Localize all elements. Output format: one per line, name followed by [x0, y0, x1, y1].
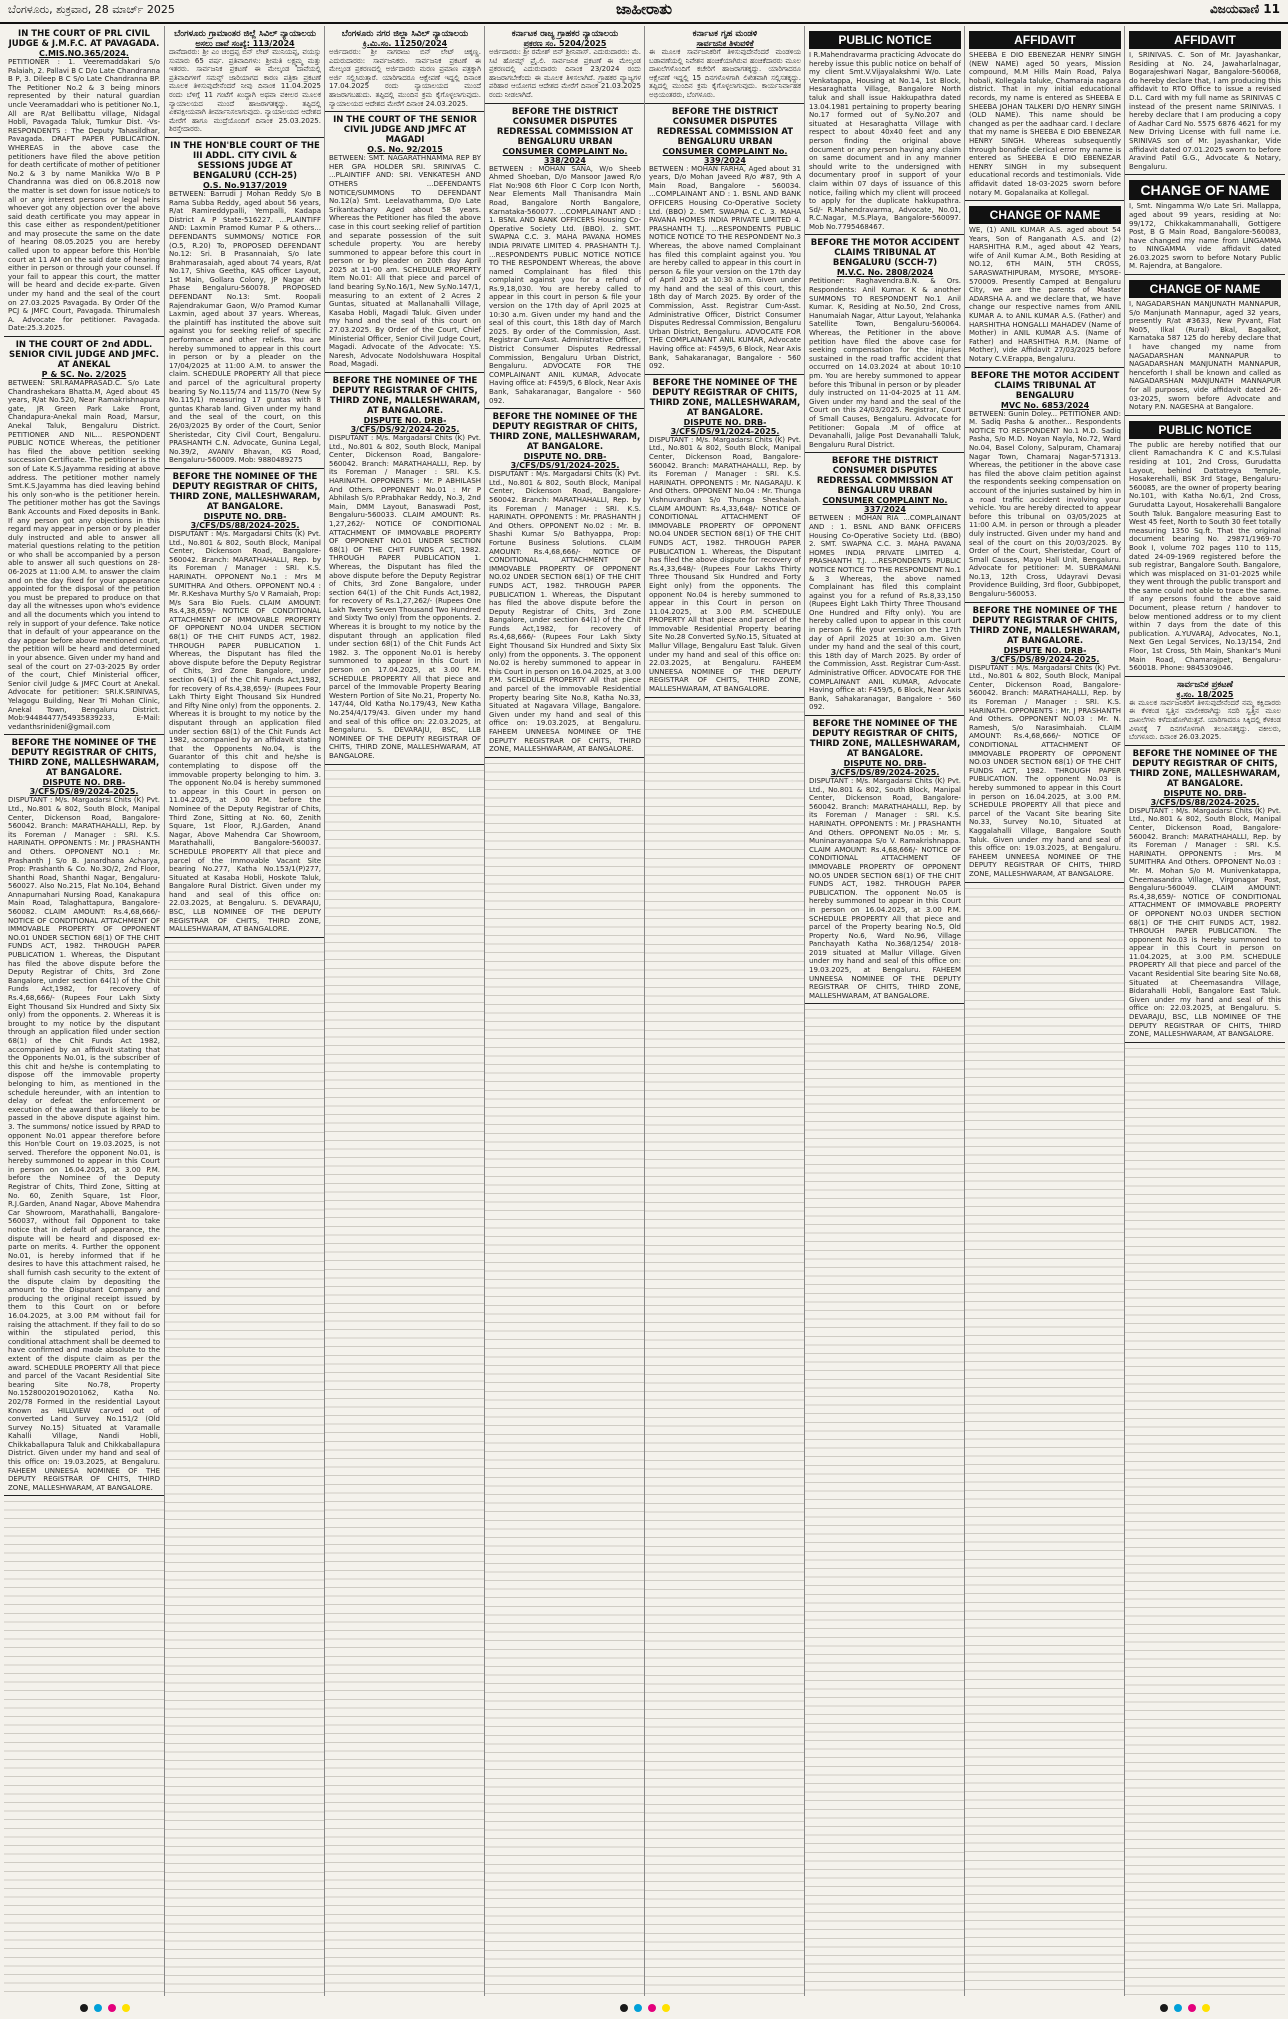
notice-case-number: DISPUTE NO. DRB-3/CFS/DS/92/2024-2025. [350, 416, 460, 434]
notice-case-number: CONSUMER COMPLAINT No. 338/2024 [502, 146, 628, 165]
registration-mark-icon [662, 2004, 670, 2012]
notice-case-number: ಕ್ರಿ.ಮಿ.ಸಂ. 11250/2024 [362, 39, 448, 48]
notice-body: PETITIONER : 1. Veeremaddakari S/o Palaiah, 2. Pallavi B C D/o Late Chandranna B P, 3. Dileep B C S/o Late Chandranna BP. The Petitioner No.2 & 3 being minors represented by their natural guardian uncle Veeramaddari who is petitioner No.1, All are R/at Bellibattu village, Nidagal Hobli, Pavagada Taluk, Tumkur Dist. -Vs- RESPONDENTS : The Deputy Tahasildhar, Pavagada. DRAFT PAPER PUBLICATION. WHEREAS in the above case the petitioners have filed the above petition for death certificate of mother of petitioner No.2 & 3 by name Manikka W/o B P Chandranna was died on 06.8.2018 now the matter is set down for issue notice/s to all or any interest persons or legal heirs whoever got any objection over the above said death certificate you may appear in this case either as respondent/petitioner and may prosecute the same on the date of hearing 08.05.2025 you are hereby called upon to appear before this Hon'ble court at 11 AM on the said date of hearing either in person or through your counsel. If your fail to appear this court, the matter will be heard and decide ex-parte. Given under my hand and the seal of the court on 27.03.2025 Pavagada. By Order Of the PCJ & JMFC Court, Pavagada. Thirumalesh A. Advocate for petitioner. Pavagada. Date:25.3.2025. [8, 58, 160, 333]
notice-case-number: DISPUTE NO. DRB-3/CFS/DS/89/2024-2025. [830, 759, 940, 777]
notice-case-number: ಅಸಲು ದಾವೆ ಸಂಖ್ಯೆ: 113/2024 [195, 39, 295, 48]
notice-title: BEFORE THE NOMINEE OF THE DEPUTY REGISTRAR OF CHITS, THIRD ZONE, MALLESHWARAM, AT BANGALORE. [489, 412, 641, 453]
column-continuation-text [645, 698, 805, 1996]
notice-body: BETWEEN : MOHAN FARHA, Aged about 31 years, D/o Mohan Javeed R/o #87, 9th A Main Road, Bangalore - 560034. ...COMPLAINANT AND : 1. BSNL AND BANK OFFICERS Housing Co-Operative Society Ltd. (BBO) 2. SMT. SWAPNA C.C. 3. MAHA PAVANA HOMES INDIA PRIVATE LIMITED 4. PRASHANTH T.J. ...RESPONDENTS PUBLIC NOTICE NOTICE TO THE RESPONDENT No.3 Whereas, the above named Complainant has filed this complaint against you. You are hereby called to appear in this court in person & file your version on the 17th day of April 2025 at 10:30 a.m. Given under my hand and the seal of this court, this 18th day of March 2025. By order of the Commission, Asst. Registrar Cum-Asst. Administrative Officer, District Consumer Disputes Redressal Commission, Bengaluru Urban District, Bengaluru. ADVOCATE FOR THE COMPLAINANT ANIL KUMAR, Advocate Having office at: F459/5, 6 Block, Near Axis Bank, Sahakaranagar, Bangalore - 560 092. [649, 164, 802, 371]
legal-notice [645, 104, 805, 375]
notice-title: BEFORE THE DISTRICT CONSUMER DISPUTES REDRESSAL COMMISSION AT BENGALURU URBAN [816, 456, 954, 497]
notice-banner: CHANGE OF NAME [969, 206, 1121, 224]
column-continuation-text [325, 765, 485, 1996]
column-5 [644, 26, 805, 1996]
notice-body: DISPUTANT : M/s. Margadarsi Chits (K) Pvt. Ltd., No.801 & 802, South Block, Manipal Center, Dickenson Road, Bangalore-560042. Branch: MARATHAHALLI, Rep. by its Foreman / Manager : SRI. K.S. HARINATH. OPPONENTS : Mr. J PRASHANTH And Others. OPPONENT NO.03 : Mr. N. Ramesh, S/o Narasimhaiah. CLAIM AMOUNT: Rs.4,68,666/- NOTICE OF CONDITIONAL ATTACHMENT OF IMMOVABLE PROPERTY OF OPPONENT NO.03 UNDER SECTION 68(1) OF THE CHIT FUNDS ACT, 1982. THROUGH PAPER PUBLICATION. The opponent No.03 is hereby summoned to appear in this Court in person on 16.04.2025, at 3.00 P.M. SCHEDULE PROPERTY All that piece and parcel of the Vacant Site bearing Site No.33, Survey No.10, Situated at Kaggalahalli Village, Bangalore South Taluk. Given under my hand and seal of this office on: 19.03.2025, at Bengaluru. FAHEEM UNNEESA NOMINEE OF THE DEPUTY REGISTRAR OF CHITS, THIRD ZONE, MALLESHWARAM, AT BANGALORE. [969, 663, 1121, 878]
legal-notice [325, 26, 485, 112]
notice-body: The public are hereby notified that our client Ramachandra K C and K.S.Tulasi residing at 101, 2nd Cross, Gurudatta Layout, behind Dattatreya Temple, Hosakerehalli, BSK 3rd Stage, Bengaluru-560085, are the owner of property bearing No.101, with Katha No.6/1, 2nd Cross, Gurudatta Layout, Hosakerehalli Bangalore South Taluk. Bangalore measuring East to West 45 feet, North to South 30 feet totally measuring 1350 Sq.ft. That the original document bearing No. 29871/1969-70 Book I, volume 702 pages 110 to 115, dated 24-09-1969 registered before the sub registrar, Bangalore South. Bangalore, which was misplaced on 31-01-2025 while they went through the public transport and the same could not able to trace the same. If any persons found the above said Document, please return / handover to below mentioned address or to my client within 7 days from the date of this publication. A.YUVARAJ, Advocates, No.1, Next Gen Legal Services, No.13/154, 2nd Floor, 1st Cross, 5th Main, Shankar's Muni Main Road, Chamarajpet, Bengaluru-560018. Phone: 9845309046. [1129, 440, 1281, 673]
column-continuation-text [4, 1496, 164, 1996]
notice-title: BEFORE THE NOMINEE OF THE DEPUTY REGISTRAR OF CHITS, THIRD ZONE, MALLESHWARAM, AT BANGALORE. [969, 605, 1121, 646]
notice-body: I, SRINIVAS. C. Son of Mr. Jayashankar, Residing at No. 24, Jawaharlalnagar, Bogarajeshwari Nagar, Bangalore-560068, do hereby declare that, I am producing this affidavit to RTO Office to issue a revised D.L. Card with my full name as SRINIVAS C instead of the present name SRINIVAS. I hereby declare that I am producing a copy of Aadhar Card No. 5575 6876 4621 for my New Driving License with full name i.e. SRINIVAS son of Mr. Jayashankar, Vide affidavit dated 07.01.2025 sworn to before Aravind Patil G.G., Advocate & Notary, Bengaluru. [1129, 51, 1281, 171]
legal-notice [325, 112, 485, 373]
column-continuation-text [165, 938, 325, 1996]
notice-case-number: DISPUTE NO. DRB-3/CFS/DS/88/2024-2025. [190, 511, 300, 530]
masthead-date: ಬೆಂಗಳೂರು, ಶುಕ್ರವಾರ, 28 ಮಾರ್ಚ್ 2025 [8, 3, 175, 16]
legal-notice [4, 26, 164, 337]
notice-body: DISPUTANT : M/s. Margadarsi Chits (K) Pvt. Ltd., No.801 & 802, South Block, Manipal Center, Dickenson Road, Bangalore-560042. Branch: MARATHAHALLI, Rep. by its Foreman / Manager : SRI. K.S. HARINATH. OPPONENT No.1 : Mrs M SUMITHRA And Others. OPPONENT NO.4 : Mr. R.Keshava Murthy S/o V Ramaiah, Prop: M/s Sara Bio Fuels. CLAIM AMOUNT: Rs.4,38,659/- NOTICE OF CONDITIONAL ATTACHMENT OF IMMOVABLE PROPERTY OF OPPONENT NO.04 UNDER SECTION 68(1) OF THE CHIT FUNDS ACT, 1982. THROUGH PAPER PUBLICATION 1. Whereas, the Disputant has filed the above dispute before the Deputy Registrar of Chits, 3rd Zone Bangalore, under section 64(1) of the Chit Funds Act,1982, for recovery of Rs.4,38,659/- (Rupees Four Lakh Thirty Eight Thousand Six Hundred and Fifty Nine only) from the opponents. 2. Whereas it is brought to my notice by the disputant through an application filed under section 68(1) of the Chit Funds Act 1982, accompanied by an affidavit stating that the Opponents No.04, is the Guarantor of this chit and he/she is contemplating to dispose off the immovable property belonging to him. 3. The opponent No.04 is hereby summoned to appear in this Court in person on 11.04.2025, at 3.00 P.M. before the Nominee of the Deputy Registrar of Chits, Third Zone, Sitting at No. 60, Zenith Square, 1st Floor, R.J.Garden, Anand Nagar, Above Mahendra Car Showroom, Marathahalli, Bangalore-560037. SCHEDULE PROPERTY All that piece and parcel of the Immovable Vacant Site bearing No.277, Katha No.153/1(P)277, Situated at Kasaba Hobli, Hoskote Taluk, Bangalore Rural District. Given under my hand and seal of this office on: 22.03.2025, at Bengaluru. S. DEVARAJU, BSC, LLB NOMINEE OF THE DEPUTY REGISTRAR OF CHITS, THIRD ZONE, MALLESHWARAM, AT BANGALORE. [169, 529, 321, 934]
notice-case-number: DISPUTE NO. DRB-3/CFS/DS/88/2024-2025. [1150, 788, 1260, 807]
notice-body: DISPUTANT : M/s. Margadarsi Chits (K) Pvt. Ltd., No.801 & 802, South Block, Manipal Center, Dickenson Road, Bangalore-560042. Branch: MARATHAHALLI, Rep. by its Foreman / Manager : SRI. K.S. HARINATH. OPPONENTS : Mr. P ABHILASH And Others. OPPONENT No.01 : Mr P Abhilash S/o P.Prabhakar Reddy, No.3, 2nd Main, DMM Layout, Banaswadi Post, Bengaluru-560033. CLAIM AMOUNT: Rs. 1,27,262/- NOTICE OF CONDITIONAL ATTACHMENT OF IMMOVABLE PROPERTY OF OPPONENT NO.01 UNDER SECTION 68(1) OF THE CHIT FUNDS ACT, 1982. THROUGH PAPER PUBLICATION 1. Whereas, the Disputant has filed the above dispute before the Deputy Registrar of Chits, 3rd Zone Bangalore, under section 64(1) of the Chit Funds Act,1982, for recovery of Rs.1,27,262/- (Rupees One Lakh Twenty Seven Thousand Two Hundred and Sixty Two only) from the opponents. 2. Whereas it is brought to my notice by the disputant through an application filed under section 68(1) of the Chit Funds Act 1982. 3. The opponent No.01 is hereby summoned to appear in this Court in person on 17.04.2025, at 3.00 P.M. SCHEDULE PROPERTY All that piece and parcel of the Immovable Property Bearing Western Portion of Site No.21, Property No. 147/44, Old Katha No.179/43, New Katha No.254/4/179/43. Given under my hand and seal of this office on: 22.03.2025, at Bengaluru. S. DEVARAJU, BSC, LLB NOMINEE OF THE DEPUTY REGISTRAR OF CHITS, THIRD ZONE, MALLESHWARAM, AT BANGALORE. [329, 434, 481, 760]
notice-title: BEFORE THE NOMINEE OF THE DEPUTY REGISTRAR OF CHITS, THIRD ZONE, MALLESHWARAM, AT BANGALORE. [1129, 748, 1281, 789]
masthead-section-title: ಜಾಹೀರಾತು [616, 0, 672, 18]
legal-notice [805, 716, 965, 1004]
notice-case-number: ಪ್ರಕರಣ ಸಂ. 5204/2025 [523, 39, 607, 48]
masthead [0, 0, 1288, 24]
legal-notice [965, 368, 1125, 603]
registration-mark-icon [122, 2004, 130, 2012]
legal-notice [1125, 26, 1285, 175]
column-7 [964, 26, 1125, 1996]
legal-notice [325, 373, 485, 765]
legal-notice [805, 453, 965, 716]
legal-notice [165, 469, 325, 938]
notice-body: ಈ ಮೂಲಕ ಸಾರ್ವಜನಿಕರಿಗೆ ತಿಳಿಸುವುದೇನೆಂದರೆ ಮಂಡಳಿಯ ಬಡಾವಣೆಯಲ್ಲಿ ನಿವೇಶನ ಹಂಚಿಕೆಯಾಗಿರುವ ಹಂಚಿಕೆದಾರರು ಮೂಲ ದಾಖಲೆಗಳೊಂದಿಗೆ ಕಚೇರಿಗೆ ಹಾಜರಾಗತಕ್ಕದ್ದು. ಯಾರಿಗಾದರೂ ಆಕ್ಷೇಪಣೆ ಇದ್ದಲ್ಲಿ 15 ದಿನಗಳೊಳಗಾಗಿ ಲಿಖಿತವಾಗಿ ಸಲ್ಲಿಸತಕ್ಕದ್ದು. ತಪ್ಪಿದಲ್ಲಿ ಮುಂದಿನ ಕ್ರಮ ಕೈಗೊಳ್ಳಲಾಗುವುದು. ಕಾರ್ಯನಿರ್ವಾಹಕ ಅಭಿಯಂತರರು, ಬೆಂಗಳೂರು. [649, 48, 801, 99]
print-registration-marks [0, 1998, 1288, 2019]
registration-mark-icon [648, 2004, 656, 2012]
notice-case-number: CONSUMER COMPLAINT No. 337/2024 [822, 496, 948, 515]
notice-banner: CHANGE OF NAME [1129, 280, 1281, 298]
notice-case-number: O.S. No. 92/2015 [367, 145, 443, 155]
notice-title: ಕರ್ನಾಟಕ ಗೃಹ ಮಂಡಳಿ [692, 29, 758, 39]
notice-body: ಅರ್ಜಿದಾರರು: ಶ್ರೀ ರಮೇಶ್ ಬಿನ್ ಶ್ರೀನಿವಾಸ್. ಎದುರುದಾರರು: ಮೆ. ಸಿಟಿ ಹೋಮ್ಸ್ ಪ್ರೈ.ಲಿ. ಸಾರ್ವಜನಿಕ ಪ್ರಕಟಣೆ ಈ ಮೇಲ್ಕಂಡ ಪ್ರಕರಣದಲ್ಲಿ ಎದುರುದಾರರು ದಿನಾಂಕ 23/2024 ರಂದು ಹಾಜರಾಗಬೇಕೆಂದು ಈ ಮೂಲಕ ತಿಳಿಸಲಾಗಿದೆ. ಗ್ರಾಹಕರ ವ್ಯಾಜ್ಯಗಳ ಪರಿಹಾರ ಆಯೋಗದ ಆದೇಶದ ಮೇರೆಗೆ ದಿನಾಂಕ 21.03.2025 ರಂದು ನೀಡಲಾಗಿದೆ. [489, 48, 641, 99]
column-continuation-text [965, 883, 1125, 1997]
notice-banner: AFFIDAVIT [1129, 31, 1281, 49]
legal-notice [965, 26, 1125, 201]
notice-banner: AFFIDAVIT [969, 31, 1121, 49]
notice-case-number: MVC No. 6853/2024 [1000, 400, 1090, 410]
notice-case-number: DISPUTE NO. DRB-3/CFS/DS/91/2024-2025. [510, 452, 620, 471]
notice-body: ಈ ಮೂಲಕ ಸಾರ್ವಜನಿಕರಿಗೆ ತಿಳಿಸುವುದೇನೆಂದರೆ ನಮ್ಮ ಕಕ್ಷಿದಾರರು ಈ ಕೆಳಕಂಡ ಸ್ವತ್ತಿನ ಮಾಲೀಕರಾಗಿದ್ದು ಸದರಿ ಸ್ವತ್ತಿನ ಮೂಲ ದಾಖಲೆಗಳು ಕಳೆದುಹೋಗಿರುತ್ತವೆ. ಯಾರಿಗಾದರೂ ಸಿಕ್ಕಿದಲ್ಲಿ ಕೆಳಕಂಡ ವಿಳಾಸಕ್ಕೆ 7 ದಿನಗಳೊಳಗಾಗಿ ತಲುಪಿಸತಕ್ಕದ್ದು. ವಕೀಲರು, ಬೆಂಗಳೂರು. ದಿನಾಂಕ 26.03.2025. [1129, 698, 1281, 742]
notice-body: I R.Mahendravarma practicing Advocate do hereby issue this public notice on behalf of my client Smt.V.Vijayalakshmi W/o. Late Venkatappa, Housing at No.14, 1st Block, Hesaraghatta Village, Bangalore North taluk and shall issue Hakkupathra dated 13.04.1981 pertaining to property bearing No.17 formed out of Sy.No.207 and situated at Hesaraghatta Village with respect to about 40x40 feet and any person finding the original above document or any person having any claim on same document and in any manner should write to the undersigned with documentary proof in support of your claim within 07 days of issuance of this notice, failing which my client will proceed to apply for the duplicate hakkupathra. Sd/- R.Mahendravarma, Advocate, No.01, R.C.Nagar, M.S.Playa, Bangalore-560097. Mob No.7795468467. [809, 51, 961, 231]
notice-case-number: DISPUTE NO. DRB-3/CFS/DS/91/2024-2025. [670, 417, 780, 436]
notice-body: I, NAGADARSHAN MANJUNATH MANNAPUR, S/o Manjunath Mannapur, aged 32 years, presently R/at #3633, New Pyvant, Flat No05, Ilkal (Rural) Bkal, Bagalkot, Karnataka 587 125 do hereby declare that I have changed my name from NAGADARSHAN MANNAPUR to NAGADARSHAN MANJUNATH MANNAPUR, henceforth I shall be known and called as NAGADARSHAN MANJUNATH MANNAPUR for all purposes, vide affidavit dated 26-03-2025, sworn before Advocate and Notary P.N. NAGESHA at Bangalore. [1129, 300, 1281, 412]
legal-notice [645, 375, 805, 698]
column-2 [164, 26, 325, 1996]
notice-title: ಸಾರ್ವಜನಿಕ ಪ್ರಕಟಣೆ [1177, 679, 1233, 690]
notice-banner: PUBLIC NOTICE [1129, 421, 1281, 439]
notice-case-number: DISPUTE NO. DRB-3/CFS/DS/89/2024-2025. [29, 778, 139, 797]
notice-title: ಬೆಂಗಳೂರು ನಗರ ಜಿಲ್ಲಾ ಸಿವಿಲ್ ನ್ಯಾಯಾಲಯ [341, 29, 469, 39]
notice-body: BETWEEN : MOHAN RIA ...COMPLAINANT AND : 1. BSNL AND BANK OFFICERS Housing Co-Operative Society Ltd. (BBO) 2. SMT. SWAPNA C.C. 3. MAHA PAVANA HOMES INDIA PRIVATE LIMITED 4. PRASHANTH T.J. ...RESPONDENTS PUBLIC NOTICE NOTICE TO THE RESPONDENT No.1 & 3 Whereas, the above named Complainant has filed this complaint against you for a refund of Rs.8,33,150 (Rupees Eight Lakh Thirty Three Thousand One Hundred and Fifty only). You are hereby called upon to appear in this court in person & file your version on the 17th day of April 2025 at 10:30 a.m. Given under my hand and the seal of this court, this 18th day of March 2025. By order of the Commission, Asst. Registrar Cum-Asst. Administrative Officer. ADVOCATE FOR THE COMPLAINANT ANIL KUMAR, Advocate Having office at: F459/5, 6 Block, Near Axis Bank, Sahakaranagar, Bangalore - 560 092. [809, 514, 961, 712]
notice-case-number: ಸಾರ್ವಜನಿಕ ತಿಳುವಳಿಕೆ [696, 39, 754, 48]
notice-body: BETWEEN: Barrudi J Mohan Reddy S/o B Rama Subba Reddy, aged about 56 years, R/at Ramireddypalli, Yempalli, Kadapa District A P State-516227. ...PLAINTIFF AND: Laxmin Pramod Kumar P & others... DEFENDANTS SUMMONS/ NOTICE FOR (O.5, R.20) To, PROPOSED DEFENDANT No.12: Sri. B Prasannaiah, S/o late Brahmarasaiah, aged about 74 years, R/at No.17, Shiva Geetha, KAS officer Layout, 1st Main, Gollara Colony, JP Nagar 4th Phase Bengaluru-560078. PROPOSED DEFENDANT No.13: Smt. Roopali Rajendrakumar Gaon, W/o Pramod Kumar Laxmin, aged about 37 years. Whereas, the plaintiff has instituted the above suit against you for seeking relief of specific performance and other reliefs. You are hereby summoned to appear in this court in person or by a pleader on the 17/04/2025 at 11:00 A.M. to answer the claim. SCHEDULE PROPERTY All that piece and parcel of the agricultural property bearing Sy No.115/74 and 115/70 (New Sy No.115/1) measuring 17 guntas with 8 guntas Kharab land. Given under my hand and the seal of the court, on this 26/03/2025 By order of the Court, Senior Sheristedar, City Civil Court, Bengaluru. PRASHANTH C.N. Advocate, Gunina Legal, No.39/2, AVANIV Bhavan, KG Road, Bengaluru-560009. Mob: 9880489275 [169, 189, 321, 465]
notice-body: ದಾವೆದಾರರು: ಶ್ರೀ ಎಂ ಚಂದ್ರಪ್ಪ ಬಿನ್ ಲೇಟ್ ಮುನಿಯಪ್ಪ, ವಯಸ್ಸು ಸುಮಾರು 65 ವರ್ಷ. ಪ್ರತಿವಾದಿಗಳು: ಶ್ರೀಮತಿ ಲಕ್ಷ್ಮಮ್ಮ ಮತ್ತು ಇತರರು. ಸಾರ್ವಜನಿಕ ಪ್ರಕಟಣೆ ಈ ಮೇಲ್ಕಂಡ ದಾವೆಯಲ್ಲಿ ಪ್ರತಿವಾದಿಗಳಿಗೆ ಸಮನ್ಸ್ ಜಾರಿಯಾಗದ ಕಾರಣ ಪತ್ರಿಕಾ ಪ್ರಕಟಣೆ ಮೂಲಕ ತಿಳಿಸುವುದೇನೆಂದರೆ ನೀವು ದಿನಾಂಕ 11.04.2025 ರಂದು ಬೆಳಿಗ್ಗೆ 11 ಗಂಟೆಗೆ ಖುದ್ದಾಗಿ ಅಥವಾ ವಕೀಲರ ಮೂಲಕ ನ್ಯಾಯಾಲಯದ ಮುಂದೆ ಹಾಜರಾಗತಕ್ಕದ್ದು. ತಪ್ಪಿದಲ್ಲಿ ಏಕಪಕ್ಷೀಯವಾಗಿ ತೀರ್ಮಾನಿಸಲಾಗುವುದು. ನ್ಯಾಯಾಲಯದ ಆದೇಶದ ಮೇರೆಗೆ ಹಾಗೂ ಮುದ್ರೆಯೊಂದಿಗೆ ದಿನಾಂಕ 25.03.2025. ಶಿರಸ್ತೇದಾರರು. [169, 48, 321, 134]
notice-body: BETWEEN: SRI.RAMAPRASAD.C. S/o Late Chandrashekara Bhatta.M, Aged about 45 years, R/at No.520, Near Ramakrishnapura gate, JR Green Park Lake Front, Chandapura-Anekal main Road, Marsur, Anekal Taluk, Bengaluru District. PETITIONER AND NIL... RESPONDENT PUBLIC NOTICE Whereas, the petitioner has filed the above petition seeking succession Certificate. The petitioner is the son of Late K.S.Jayamma residing at above address. The petitioner mother namely Smt.K.S.Jayamma has died leaving behind his only son-who is the petitioner herein. The petitioner mother has got the Savings Bank Accounts and Fixed deposits in Bank. If any person got any objections in this regard may appear in person or by pleader duly instructed and able to answer all material questions relating to the petition or who shall be accompanied by a person able to answer all such questions on 28-06-2025 at 11:00 A.M. to answer the claim and on the day fixed for your appearance appointed for the disposal of the petition you must be prepared to produce on that day all the witnesses upon who's evidence and all the documents which you intend to rely in support of your defence. Take notice that in default of your appearance on the day appear before above mentioned court, the petition will be heard and determined in your absence. Given under my hand and seal of the court on 27-03-2025 By order of the court, Chief Ministerial officer, Senior civil Judge & JMFC Court at Anekal. Advocate for petitioner: SRI.K.SRINIVAS, Yelagogu Building, Near Tri Mohan Clinic, Anekal Town, Bengaluru District. Mob:94484477/54935839233, E-Mail: vedanthsrinideni@gmail.com [8, 379, 160, 731]
registration-mark-icon [1188, 2004, 1196, 2012]
masthead-paper-name: ವಿಜಯವಾಣಿ 11 [1210, 2, 1280, 16]
registration-mark-icon [620, 2004, 628, 2012]
notice-body: DISPUTANT : M/s. Margadarsi Chits (K) Pvt. Ltd., No.801 & 802, South Block, Manipal Center, Dickenson Road, Bangalore-560042. Branch: MARATHAHALLI, Rep. by its Foreman / Manager : SRI. K.S. HARINATH. OPPONENTS : Mr. J PRASHANTH and Others. OPPONENT NO.1 : Mr. Prashanth J S/o B. Janardhana Acharya, Prop: Prashanth & Co. No.3O/2, 2nd Floor, Shanthi Road, Shanthi Nagar, Bengaluru-560027. Also No.215, Flat No.104, Behand Annapurnahari Nursing Road, Kanakapura Main Road, Talaghattapura, Bangalore-560082. CLAIM AMOUNT: Rs.4,68,666/- NOTICE OF CONDITIONAL ATTACHMENT OF IMMOVABLE PROPERTY OF OPPONENT NO.01 UNDER SECTION 68(1) OF THE CHIT FUNDS ACT, 1982. THROUGH PAPER PUBLICATION 1. Whereas, the Disputant has filed the above dispute before the Deputy Registrar of Chits, 3rd Zone Bangalore, under section 64(1) of the Chit Funds Act,1982, for recovery of Rs.4,68,666/- (Rupees Four Lakh Sixty Eight Thousand Six Hundred and Sixty Six only) from the opponents. 2. Whereas it is brought to my notice by the disputant through an application filed under section 68(1) of the Chit Funds Act 1982, accompanied by an affidavit stating that the Opponents No.01, is the subscriber of this chit and he/she is contemplating to dispose off the immovable property belonging to him, as mentioned in the schedule hereunder, with an intention to delay or defeat the enforcement or execution of the award that is likely to be passed in the above dispute against him. 3. The summons/ notice issued by RPAD to opponent No.01 appear therefore before this Hon'ble Court on 19.03.2025, is not served. Therefore the opponent No.01, is hereby summoned to appear in this Court in person on 16.04.2025, at 3.00 P.M. before the Nominee of the Deputy Registrar of Chits, Third Zone, Sitting at No. 60, Zenith Square, 1st Floor, R.J.Garden, Anand Nagar, Above Mahendra Car Showroom, Marathahalli, Bangalore-560037, without fail Opponent to take notice that in default of appearance, the dispute will be heard and disposed ex-parte on merits. 4. Further the opponent No.01, is hereby informed that if he desires to have this attachment raised, he shall furnish cash security to the extent of the dispute claim by depositing the amount to the Disputant Company and producing the original receipt issued by them to this Court on or before 16.04.2025, at 3.00 P.M without fail for raising the attachment. If they fail to do so within the stipulated period, this conditional attachment shall be deemed to have confirmed and made absolute to the extent of the dispute claim as per the award. SCHEDULE PROPERTY All that piece and parcel of the Vacant Residential Site bearing Site No.78, Property No.1528002019O201062, Katha No. 202/78 Formed in the residential Layout Known as HILLVIEW carved out of converted Land Survey No.151/2 (Old Survey No.15) Situated at Varamalle Kahalli Village, Nandi Hobli, Chikkaballapura Taluk and Chikkaballapura District. Given under my hand and seal of this office on: 19.03.2025, at Bengaluru. FAHEEM UNNEESA NOMINEE OF THE DEPUTY REGISTRAR OF CHITS, THIRD ZONE, MALLESHWARAM, AT BANGALORE. [8, 796, 160, 1492]
registration-mark-icon [1160, 2004, 1168, 2012]
notice-body: DISPUTANT : M/s. Margadarsi Chits (K) Pvt. Ltd., No.801 & 802, South Block, Manipal Center, Dickenson Road, Bangalore-560042. Branch: MARATHAHALLI, Rep. by its Foreman / Manager : SRI. K.S. HARINATH. OPPONENTS : Mr. PRASHANTH J And Others. OPPONENT No.02 : Mr. B. Shashi Kumar S/o Bathyappa, Prop: Fortune Business Solutions. CLAIM AMOUNT: Rs.4,68,666/- NOTICE OF CONDITIONAL ATTACHMENT OF IMMOVABLE PROPERTY OF OPPONENT NO.02 UNDER SECTION 68(1) OF THE CHIT FUNDS ACT, 1982. THROUGH PAPER PUBLICATION 1. Whereas, the Disputant has filed the above dispute before the Deputy Registrar of Chits, 3rd Zone Bangalore, under section 64(1) of the Chit Funds Act,1982, for recovery of Rs.4,68,666/- (Rupees Four Lakh Sixty Eight Thousand Six Hundred and Sixty Six only) from the opponents. 3. The opponent No.02 is hereby summoned to appear in this Court in person on 16.04.2025, at 3.00 P.M. SCHEDULE PROPERTY All that piece and parcel of the immovable Residential Property bearing Site No.8, Katha No.33, Situated at Nagavara Village, Bangalore. Given under my hand and seal of this office on: 19.03.2025, at Bengaluru. FAHEEM UNNEESA NOMINEE OF THE DEPUTY REGISTRAR OF CHITS, THIRD ZONE, MALLESHWARAM, AT BANGALORE. [489, 470, 641, 754]
column-4 [484, 26, 645, 1996]
notice-case-number: C.MIS.NO.365/2024. [39, 49, 129, 58]
legal-notice [485, 26, 645, 104]
legal-notice [805, 235, 965, 453]
legal-notice [485, 104, 645, 410]
notice-title: ಕರ್ನಾಟಕ ರಾಜ್ಯ ಗ್ರಾಹಕರ ನ್ಯಾಯಾಲಯ [511, 29, 619, 39]
column-6 [804, 26, 965, 1996]
legal-notice [1125, 275, 1285, 416]
notice-case-number: M.V.C. No. 2808/2024 [836, 268, 934, 278]
notice-title: BEFORE THE NOMINEE OF THE DEPUTY REGISTRAR OF CHITS, THIRD ZONE, MALLESHWARAM, AT BANGALORE. [169, 471, 321, 512]
notice-title: IN THE COURT OF PRL CIVIL JUDGE & J.M.F.C. AT PAVAGADA. [8, 29, 160, 49]
notice-banner: CHANGE OF NAME [1129, 180, 1281, 200]
classifieds-page [4, 26, 1284, 1996]
notice-title: IN THE COURT OF THE SENIOR CIVIL JUDGE AND JMFC AT MAGADI [333, 115, 477, 146]
legal-notice [965, 603, 1125, 883]
notice-title: IN THE HON'BLE COURT OF THE III ADDL. CITY CIVIL & SESSIONS JUDGE AT BENGALURU (CCH-25) [170, 140, 320, 181]
legal-notice [1125, 175, 1285, 275]
notice-title: IN THE COURT OF 2nd ADDL. SENIOR CIVIL JUDGE AND JMFC. AT ANEKAL [9, 340, 159, 370]
notice-title: ಬೆಂಗಳೂರು ಗ್ರಾಮಾಂತರ ಜಿಲ್ಲೆ ಸಿವಿಲ್ ನ್ಯಾಯಾಲಯ [174, 29, 316, 39]
registration-mark-icon [94, 2004, 102, 2012]
notice-body: BETWEEN: SMT. NAGARATHNAMMA REP BY HER GPA HOLDER SRI. SRINIVAS C. ...PLAINTIFF AND: SRI. VENKATESH AND OTHERS ...DEFENDANTS NOTICE/SUMMONS TO DEFENDANT No.12(a) Smt. Leelavathamma, D/o Late Srikantachary Aged about 58 years. Whereas the Petitioner has filed the above case in this court seeking relief of partition and separate possession of the suit schedule property. You are hereby summoned to appear before this court in person or by pleader on 20th day April 2025 at 11-00 am. SCHEDULE PROPERTY Item No.01: All that piece and parcel of land bearing Sy.No.16/1, New Sy.No.147/1, measuring to an extent of 2 Acres 2 Guntas, situated at Mallanahalli Village, Kasaba Hobli, Magadi Taluk. Given under my hand and the seal of this court on 27.03.2025. By Order of the Court, Chief Ministerial Officer, Senior Civil Judge Court, Magadi. Advocate of the Advocate: Y.S. Naresh, Advocate Nodolshuwara Hospital Road, Magadi. [329, 154, 481, 369]
notice-body: DISPUTANT : M/s. Margadarsi Chits (K) Pvt. Ltd., No.801 & 802, South Block, Manipal Center, Dickenson Road, Bangalore-560042. Branch: MARATHAHALLI, Rep. by its Foreman / Manager : SRI. K.S. HARINATH. OPPONENTS : Mrs. M SUMITHRA And Others. OPPONENT No.03 : Mr. M. Mohan S/o M. Munivenkatappa, Cheemasandra Village, Virgonagar Post, Bengaluru-560049. CLAIM AMOUNT: Rs.4,38,659/- NOTICE OF CONDITIONAL ATTACHMENT OF IMMOVABLE PROPERTY OF OPPONENT NO.03 UNDER SECTION 68(1) OF THE CHIT FUNDS ACT, 1982. THROUGH PAPER PUBLICATION. The opponent No.03 is hereby summoned to appear in this Court in person on 11.04.2025, at 3.00 P.M. SCHEDULE PROPERTY All that piece and parcel of the Vacant Residential Site bearing Site No.68, Situated at Cheemasandra Village, Bidarahalli Hobli, Bangalore East Taluk. Given under my hand and seal of this office on: 22.03.2025, at Bengaluru. S. DEVARAJU, BSC, LLB NOMINEE OF THE DEPUTY REGISTRAR OF CHITS, THIRD ZONE, MALLESHWARAM, AT BANGALORE. [1129, 806, 1281, 1039]
legal-notice [645, 26, 805, 104]
column-continuation-text [485, 758, 645, 1996]
legal-notice [1125, 677, 1285, 746]
notice-title: BEFORE THE NOMINEE OF THE DEPUTY REGISTRAR OF CHITS, THIRD ZONE, MALLESHWARAM, AT BANGALORE. [809, 719, 961, 759]
notice-case-number: O.S. No.9137/2019 [203, 180, 287, 190]
legal-notice [4, 337, 164, 735]
notice-body: DISPUTANT : M/s. Margadarsi Chits (K) Pvt. Ltd., No.801 & 802, South Block, Manipal Center, Dickenson Road, Bangalore-560042. Branch: MARATHAHALLI, Rep. by its Foreman / Manager : SRI. K.S. HARINATH. OPPONENTS : Mr. J PRASHANTH And Others. OPPONENT No.05 : Mr. S. Muninarayanappa S/o V. Ramakrishnappa. CLAIM AMOUNT: Rs.4,68,666/- NOTICE OF CONDITIONAL ATTACHMENT OF IMMOVABLE PROPERTY OF OPPONENT NO.05 UNDER SECTION 68(1) OF THE CHIT FUNDS ACT, 1982. THROUGH PAPER PUBLICATION. The opponent No.05 is hereby summoned to appear in this Court in person on 16.04.2025, at 3.00 P.M. SCHEDULE PROPERTY All that piece and parcel of the Property bearing No.5, Old Property No.6, Ward No.96, Village Panchayath Katha No.368/1254/ 2018-2019 situated at Mallur Village. Given under my hand and seal of this office on: 19.03.2025, at Bengaluru. FAHEEM UNNEESA NOMINEE OF THE DEPUTY REGISTRAR OF CHITS, THIRD ZONE, MALLESHWARAM, AT BANGALORE. [809, 777, 961, 1000]
legal-notice [165, 26, 325, 138]
column-continuation-text [1125, 1043, 1285, 1996]
column-3 [324, 26, 485, 1996]
legal-notice [965, 201, 1125, 368]
notice-case-number: DISPUTE NO. DRB-3/CFS/DS/89/2024-2025. [990, 645, 1100, 664]
notice-body: ಅರ್ಜಿದಾರರು: ಶ್ರೀ ನಾಗರಾಜು ಬಿನ್ ಲೇಟ್ ಚಿಕ್ಕಣ್ಣ. ಎದುರುದಾರರು: ಸಾರ್ವಜನಿಕರು. ಸಾರ್ವಜನಿಕ ಪ್ರಕಟಣೆ ಈ ಮೇಲ್ಕಂಡ ಪ್ರಕರಣದಲ್ಲಿ ಅರ್ಜಿದಾರರು ಮರಣ ಪ್ರಮಾಣ ಪತ್ರಕ್ಕಾಗಿ ಅರ್ಜಿ ಸಲ್ಲಿಸಿರುತ್ತಾರೆ. ಯಾರಿಗಾದರೂ ಆಕ್ಷೇಪಣೆ ಇದ್ದಲ್ಲಿ ದಿನಾಂಕ 17.04.2025 ರಂದು ನ್ಯಾಯಾಲಯದ ಮುಂದೆ ಹಾಜರಾಗಬಹುದು. ತಪ್ಪಿದಲ್ಲಿ ಮುಂದಿನ ಕ್ರಮ ಕೈಗೊಳ್ಳಲಾಗುವುದು. ನ್ಯಾಯಾಲಯದ ಆದೇಶದ ಮೇರೆಗೆ ದಿನಾಂಕ 24.03.2025. [329, 48, 481, 108]
notice-body: Petitioner: Raghavendra.B.N. & Ors. Respondents: Anil Kumar. K & another SUMMONS TO RESPONDENT No.1 Anil Kumar. K, Residing at No.50, 2nd Cross, Hanumaiah Nagar, Attur Layout, Yelahanka Satellite Town, Bengaluru-560064. Whereas, the Petitioner in the above petition have filed the above case for seeking compensation for the injuries sustained in the road traffic accident that occurred on 14.03.2024 at about 10:10 pm. You are hereby summoned to appear before this Tribunal in person or by pleader duly instructed on 11-04-2025 at 11 AM. Given under my hand and the seal of the Court on this 24/03/2025. Registrar, Court of Small Causes, Bengaluru. Advocate for Petitioner: Gopala .M of office at Devanahalli, Jalige Post Devanahalli Taluk, Bengaluru Rural District. [809, 277, 961, 449]
notice-case-number: CONSUMER COMPLAINT No. 339/2024 [662, 146, 788, 165]
notice-case-number: ಕ್ರ.ಸಂ. 18/2025 [1176, 689, 1234, 699]
column-8 [1124, 26, 1285, 1996]
notice-body: BETWEEN: Gunin Doley... PETITIONER AND: M. Sadiq Pasha & another... Respondents NOTICE TO RESPONDENT No.1 M.D. Sadiq Pasha, S/o M.D. Noyan Nayla, No.72, Ward No.04, Basel Colony, Salpuram, Chamaraj Nagar Town, Chamaraj Nagar-571313. Whereas, the petitioner in the above case has filed the above claim petition against the respondents seeking compensation on account of the injuries sustained by him in a road traffic accident involving your vehicle. You are hereby directed to appear before this tribunal on 03/05/2025 at 11:00 A.M. in person or through a pleader duly instructed. Given under my hand and seal of the court on this 20/03/2025. By Order of the Court, Sheristedar, Court of Small Causes, Mayo Hall Unit, Bengaluru. Advocate for petitioner: M. SUBRAMANI No.13, 12th Cross, Udayravi Devasi Providence Building, 3rd floor, Gubbipopet, Bengaluru-560053. [969, 409, 1121, 599]
legal-notice [1125, 416, 1285, 677]
notice-body: DISPUTANT : M/s. Margadarsi Chits (K) Pvt. Ltd., No.801 & 802, South Block, Manipal Center, Dickenson Road, Bangalore-560042. Branch: MARATHAHALLI, Rep. by its Foreman / Manager : SRI. K.S. HARINATH. OPPONENTS : Mr. NAGARAJU. K And Others. OPPONENT No.04 : Mr. Thunga Vishnuvardhan S/o Thunga Sheshaiah. CLAIM AMOUNT: Rs.4,33,648/- NOTICE OF CONDITIONAL ATTACHMENT OF IMMOVABLE PROPERTY OF OPPONENT NO.04 UNDER SECTION 68(1) OF THE CHIT FUNDS ACT, 1982. THROUGH PAPER PUBLICATION 1. Whereas, the Disputant has filed the above dispute for recovery of Rs.4,33,648/- (Rupees Four Lakhs Thirty Three Thousand Six Hundred and Forty Eight only) from the opponents. The opponent No.04 is hereby summoned to appear in this Court in person on 11.04.2025, at 3.00 P.M. SCHEDULE PROPERTY All that piece and parcel of the Immovable Residential Property bearing Site No.28 Converted Sy.No.15, Situated at Mallur Village, Bengaluru East Taluk. Given under my hand and seal of this office on: 22.03.2025, at Bengaluru. FAHEEM UNNEESA NOMINEE OF THE DEPUTY REGISTRAR OF CHITS, THIRD ZONE, MALLESHWARAM, AT BANGALORE. [649, 435, 801, 694]
legal-notice [165, 138, 325, 469]
notice-banner: PUBLIC NOTICE [809, 31, 961, 49]
notice-title: BEFORE THE NOMINEE OF THE DEPUTY REGISTRAR OF CHITS, THIRD ZONE, MALLESHWARAM, AT BANGALORE. [8, 738, 160, 779]
notice-title: BEFORE THE DISTRICT CONSUMER DISPUTES REDRESSAL COMMISSION AT BENGALURU URBAN [656, 106, 794, 147]
column-1 [4, 26, 164, 1996]
column-continuation-text [805, 1004, 965, 1996]
notice-title: BEFORE THE NOMINEE OF THE DEPUTY REGISTRAR OF CHITS, THIRD ZONE, MALLESHWARAM, AT BANGALORE. [329, 376, 481, 416]
notice-body: I, Smt. Ningamma W/o Late Sri. Mallappa, aged about 99 years, residing at No: 99/172, Chikkakammanahalli, Gottigere Post, B G Main Road, Bangalore-560083, have changed my name from LINGAMMA to NINGAMMA vide affidavit dated 26.03.2025 sworn to before Notary Public M. Rajendra, at Bangalore. [1129, 202, 1281, 271]
registration-mark-icon [1174, 2004, 1182, 2012]
registration-mark-icon [108, 2004, 116, 2012]
registration-mark-icon [1202, 2004, 1210, 2012]
legal-notice [4, 735, 164, 1496]
notice-title: BEFORE THE DISTRICT CONSUMER DISPUTES REDRESSAL COMMISSION AT BENGALURU URBAN [496, 106, 634, 147]
notice-body: BETWEEN : MOHAN SANA, W/o Sheeb Ahmed Shoeban, D/o Mansoor Jawed R/o Flat No:908 6th Floor C Corp Icon North, Near Elements Mall Thanisandra Main Road, Bangalore North Bangalore, Karnataka-560077. ...COMPLAINANT AND : 1. BSNL AND BANK OFFICERS Housing Co-Operative Society Ltd. (BBO). 2. SMT. SWAPNA C.C. 3. MAHA PAVANA HOMES INDIA PRIVATE LIMITED 4. PRASHANTH T.J. ...RESPONDENTS PUBLIC NOTICE NOTICE TO THE RESPONDENT Whereas, the above named Complainant has filed this complaint against you for a refund of Rs.9,18,030. You are hereby called to appear in this court in person & file your version on the 17th day of April 2025 at 10:30 a.m. Given under my hand and the seal of this court, this 18th day of March 2025. By order of the Commission, Asst. Registrar Cum-Asst. Administrative Officer, District Consumer Disputes Redressal Commission, Bengaluru Urban District, Bengaluru. ADVOCATE FOR THE COMPLAINANT ANIL KUMAR, Advocate Having office at: F459/5, 6 Block, Near Axis Bank, Sahakaranagar, Bangalore - 560 092. [489, 164, 641, 405]
legal-notice [1125, 746, 1285, 1043]
registration-mark-icon [80, 2004, 88, 2012]
notice-title: BEFORE THE MOTOR ACCIDENT CLAIMS TRIBUNAL AT BENGALURU (SCCH-7) [810, 238, 960, 269]
legal-notice [805, 26, 965, 235]
legal-notice [485, 409, 645, 758]
registration-mark-icon [634, 2004, 642, 2012]
notice-body: SHEEBA E DIO EBENEZAR HENRY SINGH (NEW NAME) aged 50 years, Mission compound, M.M Hills Main Road, Palya hobali, Kollegala taluke, Chamaraja nagara district. That in my initial educational records, my name is entered as SHEEBA E SHEEBA JOHAN TALKERI D/O HENRY SINGH (OLD NAME). This name should be changed as per the aadhaar card. I declare that my name is SHEEBA E DIO EBENEZAR HENRY SINGH. Whereas subsequently through bonafide clerical error my name is entered as SHEEBA E DIO EBENEZAR HENRY SINGH in my subsequent educational records and testimonials. Vide affidavit dated 18-03-2025 sworn before notary M. Gopalanaika at Kollegal. [969, 51, 1121, 197]
notice-body: WE, (1) ANIL KUMAR A.S. aged about 54 Years, Son of Ranganath A.S. and (2) HARSHITHA R.M., aged about 42 Years, wife of Anil Kumar A.M., Both Residing at NO.12, 6TH MAIN, 5TH CROSS, SARASWATHIPURAM, MYSORE, MYSORE-570009. Presently Camped at Bengaluru City, we are the parents of Master ADARSHA A. and we declare that, we have change our respective names from ANIL KUMAR A. to ANIL KUMAR A.S. (Father) and HARSHITHA HONGALLI MAHADEV (Name of Mother) in ANIL KUMAR A.S. (Name of Father) and HARSHITHA R.M. (Name of Mother), vide Affidavit 27/03/2025 before Notary C.V.Erappa, Bengaluru. [969, 226, 1121, 363]
notice-case-number: P & SC. No. 2/2025 [41, 370, 127, 379]
notice-title: BEFORE THE MOTOR ACCIDENT CLAIMS TRIBUNAL AT BENGALURU [970, 370, 1120, 401]
notice-title: BEFORE THE NOMINEE OF THE DEPUTY REGISTRAR OF CHITS, THIRD ZONE, MALLESHWARAM, AT BANGALORE. [649, 377, 801, 418]
